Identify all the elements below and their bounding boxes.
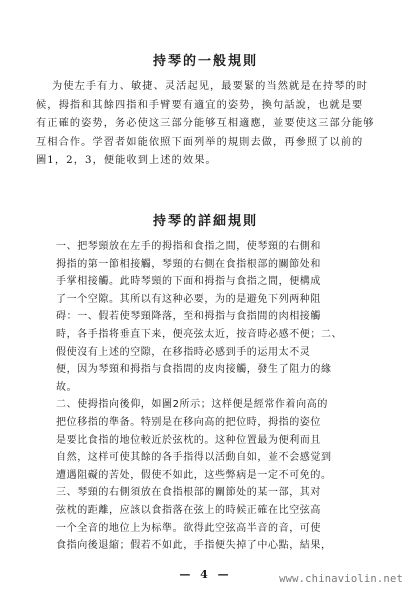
text-line: 圖1，2，3，便能收到上述的效果。 xyxy=(36,155,217,166)
text-line: 碍：一、假若使琴頸降落，至和拇指与食指間的肉相接觸 xyxy=(56,311,321,323)
text-line: 一、把琴頸放在左手的拇指和食指之間，使琴頸的右側和 xyxy=(56,241,321,252)
page-number: — 4 — xyxy=(179,568,232,581)
text-line: 自然，这样可使其餘的各手指得以活動自如，並不会感觉到 xyxy=(56,452,332,464)
text-line: 了一个空隙。其所以有这种必要，为的是避免下列两种阻 xyxy=(56,293,321,305)
text-line: 有正確的姿势，务必使这三部分能够互相適應，並要使这三部分能够 xyxy=(36,118,375,129)
watermark-text: www.chinaviolin.net xyxy=(279,573,403,585)
text-line: 互相合作。学習者如能依照下面列举的規則去做，再參照了以前的 xyxy=(36,136,364,148)
text-line: 遭遇阻礙的苦处，假使不如此，这些弊病是一定不可免的。 xyxy=(56,469,332,481)
text-line: 拇指的第一節相接觸，琴頸的右側在食指根部的關節处和 xyxy=(56,258,321,270)
section-title-detailed-rules: 持琴的詳細規則 xyxy=(152,214,258,229)
text-line: 食指向後退縮；假若不如此，手指便失掉了中心點，結果， xyxy=(56,540,332,552)
text-line: 二、使拇指向後仰，如圖2所示；这样便是經常作着向高的 xyxy=(56,399,328,411)
section-title-general-rules: 持琴的一般規則 xyxy=(152,54,258,69)
text-line: 候，拇指和其餘四指和手臂要有適宜的姿势，換句話說，也就是要 xyxy=(36,99,364,111)
text-line: 手掌相接觸。此時琴頸的下面和拇指与食指之間，便構成 xyxy=(56,276,321,288)
text-line: 把位移指的準备。特别是在移向高的把位時，拇指的姿位 xyxy=(56,416,321,428)
general-rules-paragraph xyxy=(36,78,376,171)
text-line: 時，各手指将垂直下来，便亮弦太近，按音時必感不便；二、 xyxy=(56,328,343,340)
text-line: 三、琴頸的右側須放在食指根部的關節处的某一部，其对 xyxy=(56,487,321,499)
text-line: 一个全音的地位上为标準。欲得此空弦高半音的音，可使 xyxy=(56,522,321,534)
text-line: 弦枕的距離，应該以食指落在弦上的時候正確在比空弦高 xyxy=(56,504,321,516)
text-line: 便，因为琴頸和拇指与食指間的皮肉接觸，發生了阻力的緣 xyxy=(56,364,332,376)
text-line: 为使左手有力、敏捷、灵活起见，最要緊的当然就是在持琴的时 xyxy=(52,81,369,92)
detailed-rules-body xyxy=(56,238,378,555)
text-line: 假使沒有上述的空隙，在移指時必感到手的运用太不灵 xyxy=(56,346,311,358)
text-line: 是要比食指的地位較近於弦枕的。这种位置最为便利而且 xyxy=(56,434,321,446)
text-line: 故。 xyxy=(56,381,78,393)
